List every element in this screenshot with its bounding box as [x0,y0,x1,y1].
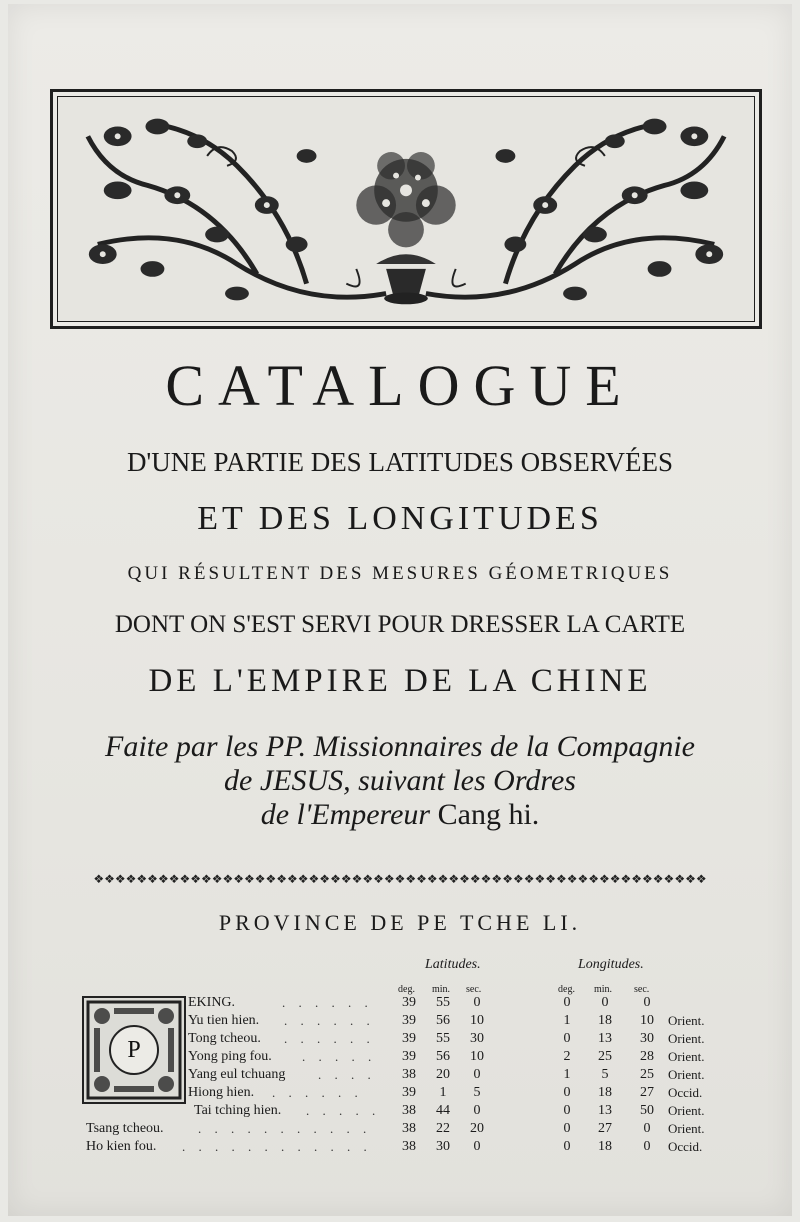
catalogue-title: CATALOGUE [165,353,635,418]
attribution-line-2: de JESUS, suivant les Ordres [224,764,576,797]
lon-degrees: 1 [563,1067,571,1082]
table-row [0,1049,800,1067]
table-row [0,1139,800,1157]
longitudes-header: Longitudes. [578,957,644,972]
lon-sec-label: sec. [634,984,650,995]
place-name: Ho kien fou. [86,1139,157,1154]
leader-dots: . . . . . . . . . . . . [182,1139,372,1154]
lon-seconds: 0 [643,1139,651,1154]
lon-degrees: 0 [563,1031,571,1046]
lon-minutes: 25 [598,1049,612,1064]
leader-dots: . . . . . . [272,1085,363,1100]
lat-minutes: 22 [436,1121,450,1136]
attribution-line-3-italic: de l'Empereur [260,798,431,831]
lon-seconds: 25 [640,1067,654,1082]
place-name: Yu tien hien. [188,1013,260,1028]
leader-dots: . . . . . . . . . . . [198,1121,372,1136]
lon-seconds: 10 [640,1013,654,1028]
lon-minutes: 18 [598,1139,612,1154]
lon-degrees: 0 [563,1085,571,1100]
longitude-direction: Orient. [668,1013,705,1028]
floral-ornament-icon [58,97,754,321]
lat-minutes: 56 [436,1013,450,1028]
place-name: Tai tching hien. [194,1103,282,1118]
lat-seconds: 10 [470,1049,484,1064]
lon-minutes: 18 [598,1085,612,1100]
lat-minutes: 55 [436,1031,450,1046]
lat-sec-label: sec. [466,984,482,995]
table-row [0,1067,800,1085]
place-name: Hiong hien. [188,1085,255,1100]
lat-minutes: 30 [436,1139,450,1154]
leader-dots: . . . . . . [284,1013,375,1028]
lon-minutes: 5 [601,1067,609,1082]
subtitle-line-4: DONT ON S'EST SERVI POUR DRESSER LA CARTE [114,611,686,638]
subtitle-line-3: QUI RÉSULTENT DES MESURES GÉOMETRIQUES [127,563,673,584]
attribution-line-1: Faite par les PP. Missionnaires de la Compagnie [105,730,695,763]
leader-dots: . . . . . . [284,1031,375,1046]
leader-dots: . . . . [318,1067,376,1082]
lon-degrees: 0 [563,1121,571,1136]
initial-letter: P [127,1036,141,1063]
lat-seconds: 10 [470,1013,484,1028]
latitudes-header: Latitudes. [425,957,481,972]
lon-seconds: 50 [640,1103,654,1118]
subtitle-line-5: DE L'EMPIRE DE LA CHINE [148,663,652,699]
lat-seconds: 30 [470,1031,484,1046]
lat-minutes: 56 [436,1049,450,1064]
ornamental-headpiece [50,89,762,329]
lon-degrees: 0 [563,1139,571,1154]
lat-min-label: min. [432,984,451,995]
table-row [0,1031,800,1049]
lat-seconds: 0 [473,1067,481,1082]
longitude-direction: Occid. [668,1139,703,1154]
table-row [0,1013,800,1031]
place-name: Tong tcheou. [188,1031,261,1046]
lon-seconds: 30 [640,1031,654,1046]
lat-seconds: 0 [473,995,481,1010]
table-row [0,1121,800,1139]
leader-dots: . . . . . [306,1103,381,1118]
attribution-line-3 [0,798,800,832]
table-row [0,1085,800,1103]
lat-deg-label: deg. [398,984,415,995]
lat-degrees: 39 [402,1049,416,1064]
section-heading: PROVINCE DE PE TCHE LI. [218,910,582,935]
lon-degrees: 1 [563,1013,571,1028]
longitude-direction: Orient. [668,1031,705,1046]
lat-minutes: 55 [436,995,450,1010]
longitude-direction: Orient. [668,1049,705,1064]
lat-seconds: 0 [473,1103,481,1118]
lon-degrees: 0 [563,1103,571,1118]
lat-seconds: 20 [470,1121,484,1136]
lon-seconds: 27 [640,1085,654,1100]
table-row [0,995,800,1013]
lon-seconds: 0 [643,995,651,1010]
lat-degrees: 39 [402,1013,416,1028]
lat-degrees: 39 [402,1031,416,1046]
place-name: Tsang tcheou. [86,1121,164,1136]
lat-degrees: 38 [402,1103,416,1118]
subtitle-line-1: D'UNE PARTIE DES LATITUDES OBSERVÉES [126,447,674,477]
lat-minutes: 20 [436,1067,450,1082]
place-name: EKING. [188,995,236,1010]
lat-minutes: 1 [439,1085,447,1100]
longitude-direction: Orient. [668,1103,705,1118]
place-name: Yang eul tchuang [188,1067,286,1082]
lat-degrees: 38 [402,1139,416,1154]
lat-seconds: 5 [473,1085,481,1100]
longitude-direction: Orient. [668,1121,705,1136]
lat-minutes: 44 [436,1103,450,1118]
lat-degrees: 38 [402,1121,416,1136]
leader-dots: . . . . . . [282,995,373,1010]
lon-minutes: 13 [598,1103,612,1118]
lon-minutes: 18 [598,1013,612,1028]
subtitle-line-2: ET DES LONGITUDES [197,500,603,537]
leader-dots: . . . . . [302,1049,377,1064]
lat-degrees: 39 [402,1085,416,1100]
lon-minutes: 27 [598,1121,612,1136]
lon-seconds: 28 [640,1049,654,1064]
lat-seconds: 0 [473,1139,481,1154]
table-row [0,1103,800,1121]
lon-degrees: 2 [563,1049,571,1064]
longitude-direction: Orient. [668,1067,705,1082]
emperor-name: Cang hi. [437,798,540,831]
longitude-direction: Occid. [668,1085,703,1100]
ornamental-divider: ❖❖❖❖❖❖❖❖❖❖❖❖❖❖❖❖❖❖❖❖❖❖❖❖❖❖❖❖❖❖❖❖❖❖❖❖❖❖❖❖❖❖❖❖❖❖❖❖❖❖❖❖❖❖❖❖❖ [93,872,707,886]
lon-minutes: 0 [601,995,609,1010]
lon-deg-label: deg. [558,984,575,995]
lon-seconds: 0 [643,1121,651,1136]
lon-degrees: 0 [563,995,571,1010]
lat-degrees: 39 [402,995,416,1010]
lat-degrees: 38 [402,1067,416,1082]
lon-minutes: 13 [598,1031,612,1046]
lon-min-label: min. [594,984,613,995]
place-name: Yong ping fou. [188,1049,272,1064]
